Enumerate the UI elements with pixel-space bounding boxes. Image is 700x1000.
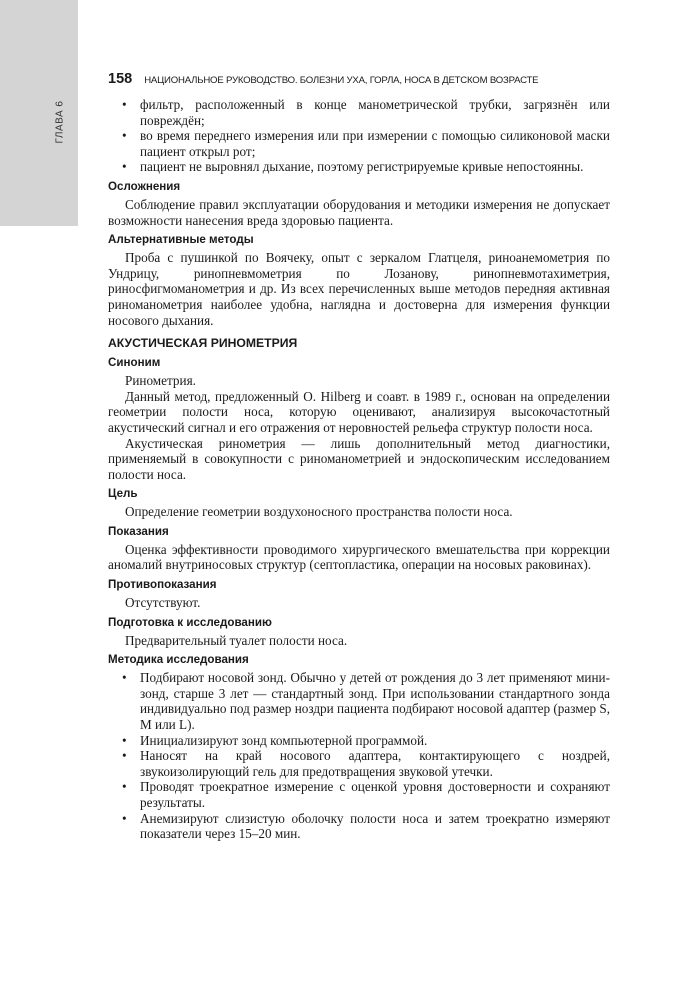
bullet-icon: • [122,97,127,112]
list-item [108,748,610,779]
method-note: Акустическая ринометрия — лишь дополнительный метод диагностики, применяемый в совокупности с риноманометрией и эндоскопическим исследованием полости носа. [108,435,610,482]
bullet-icon: • [122,779,127,795]
contraindications-heading: Противопоказания [108,578,217,592]
bullet-icon: • [122,159,127,175]
bullet-icon: • [122,748,127,764]
list-item [108,779,610,810]
list-item-text: Подбирают носовой зонд. Обычно у детей от рождения до 3 лет применяют мини-зонд, старше 3 лет — стандартный зонд. При использовании стандартного зонда индивидуально под размер ноздри пациента подбирают носовой адаптер (размер S, M или L). [140,670,610,733]
list-item-text: Наносят на край носового адаптера, контактирующего с ноздрей, звукоизолирующий гель для предотвращения звуковой утечки. [140,748,610,779]
complications-text: Соблюдение правил эксплуатации оборудования и методики измерения не допускает возможности нанесения вреда здоровью пациента. [108,196,610,228]
synonym-heading: Синоним [108,356,161,370]
chapter-label: ГЛАВА 6 [54,100,66,144]
section-title: АКУСТИЧЕСКАЯ РИНОМЕТРИЯ [108,336,298,351]
indications-text: Оценка эффективности проводимого хирургического вмешательства при коррекции аномалий внутриносовых структур (септопластика, операции на носовых раковинах). [108,541,610,573]
bullet-icon: • [122,732,127,748]
list-item-text: пациент не выровнял дыхание, поэтому регистрируемые кривые непостоянны. [140,159,584,175]
indications-heading: Показания [108,524,169,538]
page-number: 158 [108,71,133,87]
list-item [108,733,610,749]
page-header [108,71,608,87]
contraindications-text: Отсутствуют. [125,595,201,611]
list-item [108,128,610,159]
list-item-text: во время переднего измерения или при измерении с помощью силиконовой маски пациент открыл рот; [140,128,610,159]
goal-heading: Цель [108,487,138,501]
preparation-heading: Подготовка к исследованию [108,615,272,629]
bullet-icon: • [122,810,127,826]
list-item [108,97,610,128]
list-item-text: Инициализируют зонд компьютерной программой. [140,732,428,748]
goal-text: Определение геометрии воздухоносного пространства полости носа. [125,504,513,520]
list-item [108,159,610,175]
list-item-text: Анемизируют слизистую оболочку полости носа и затем троекратно измеряют показатели через 15–20 мин. [140,810,610,842]
preparation-text: Предварительный туалет полости носа. [125,632,348,648]
methodology-list [108,670,610,842]
list-item [108,670,610,732]
list-item [108,811,610,842]
method-description: Данный метод, предложенный O. Hilberg и соавт. в 1989 г., основан на определении геометрии полости носа, которую оценивают, анализируя высокочастотный акустический сигнал и его отражения от неровностей рельефа структур полости носа. [108,388,610,435]
alternatives-heading: Альтернативные методы [108,233,254,247]
list-item-text: Проводят троекратное измерение с оценкой уровня достоверности и сохраняют результаты. [140,779,610,810]
bullet-icon: • [122,670,127,686]
list-item-text: фильтр, расположенный в конце манометрической трубки, загрязнён или повреждён; [140,97,610,128]
bullet-icon: • [122,128,127,144]
synonym-text: Ринометрия. [125,373,196,389]
running-title: НАЦИОНАЛЬНОЕ РУКОВОДСТВО. БОЛЕЗНИ УХА, ГОРЛА, НОСА В ДЕТСКОМ ВОЗРАСТЕ [144,75,539,86]
alternatives-text: Проба с пушинкой по Воячеку, опыт с зеркалом Глатцеля, риноанемометрия по Ундрицу, ринопневмометрия по Лозанову, ринопневмотахиметрия, риносфигмоманометрия и др. Из всех перечисленных выше методов передняя активная риноманометрия наиболее удобна, наглядна и достоверна для измерения функции носового дыхания. [108,250,610,328]
chapter-side-tab [0,0,78,226]
methodology-heading: Методика исследования [108,653,249,667]
intro-bullet-list [108,97,610,175]
complications-heading: Осложнения [108,179,181,193]
page-body [108,97,610,842]
